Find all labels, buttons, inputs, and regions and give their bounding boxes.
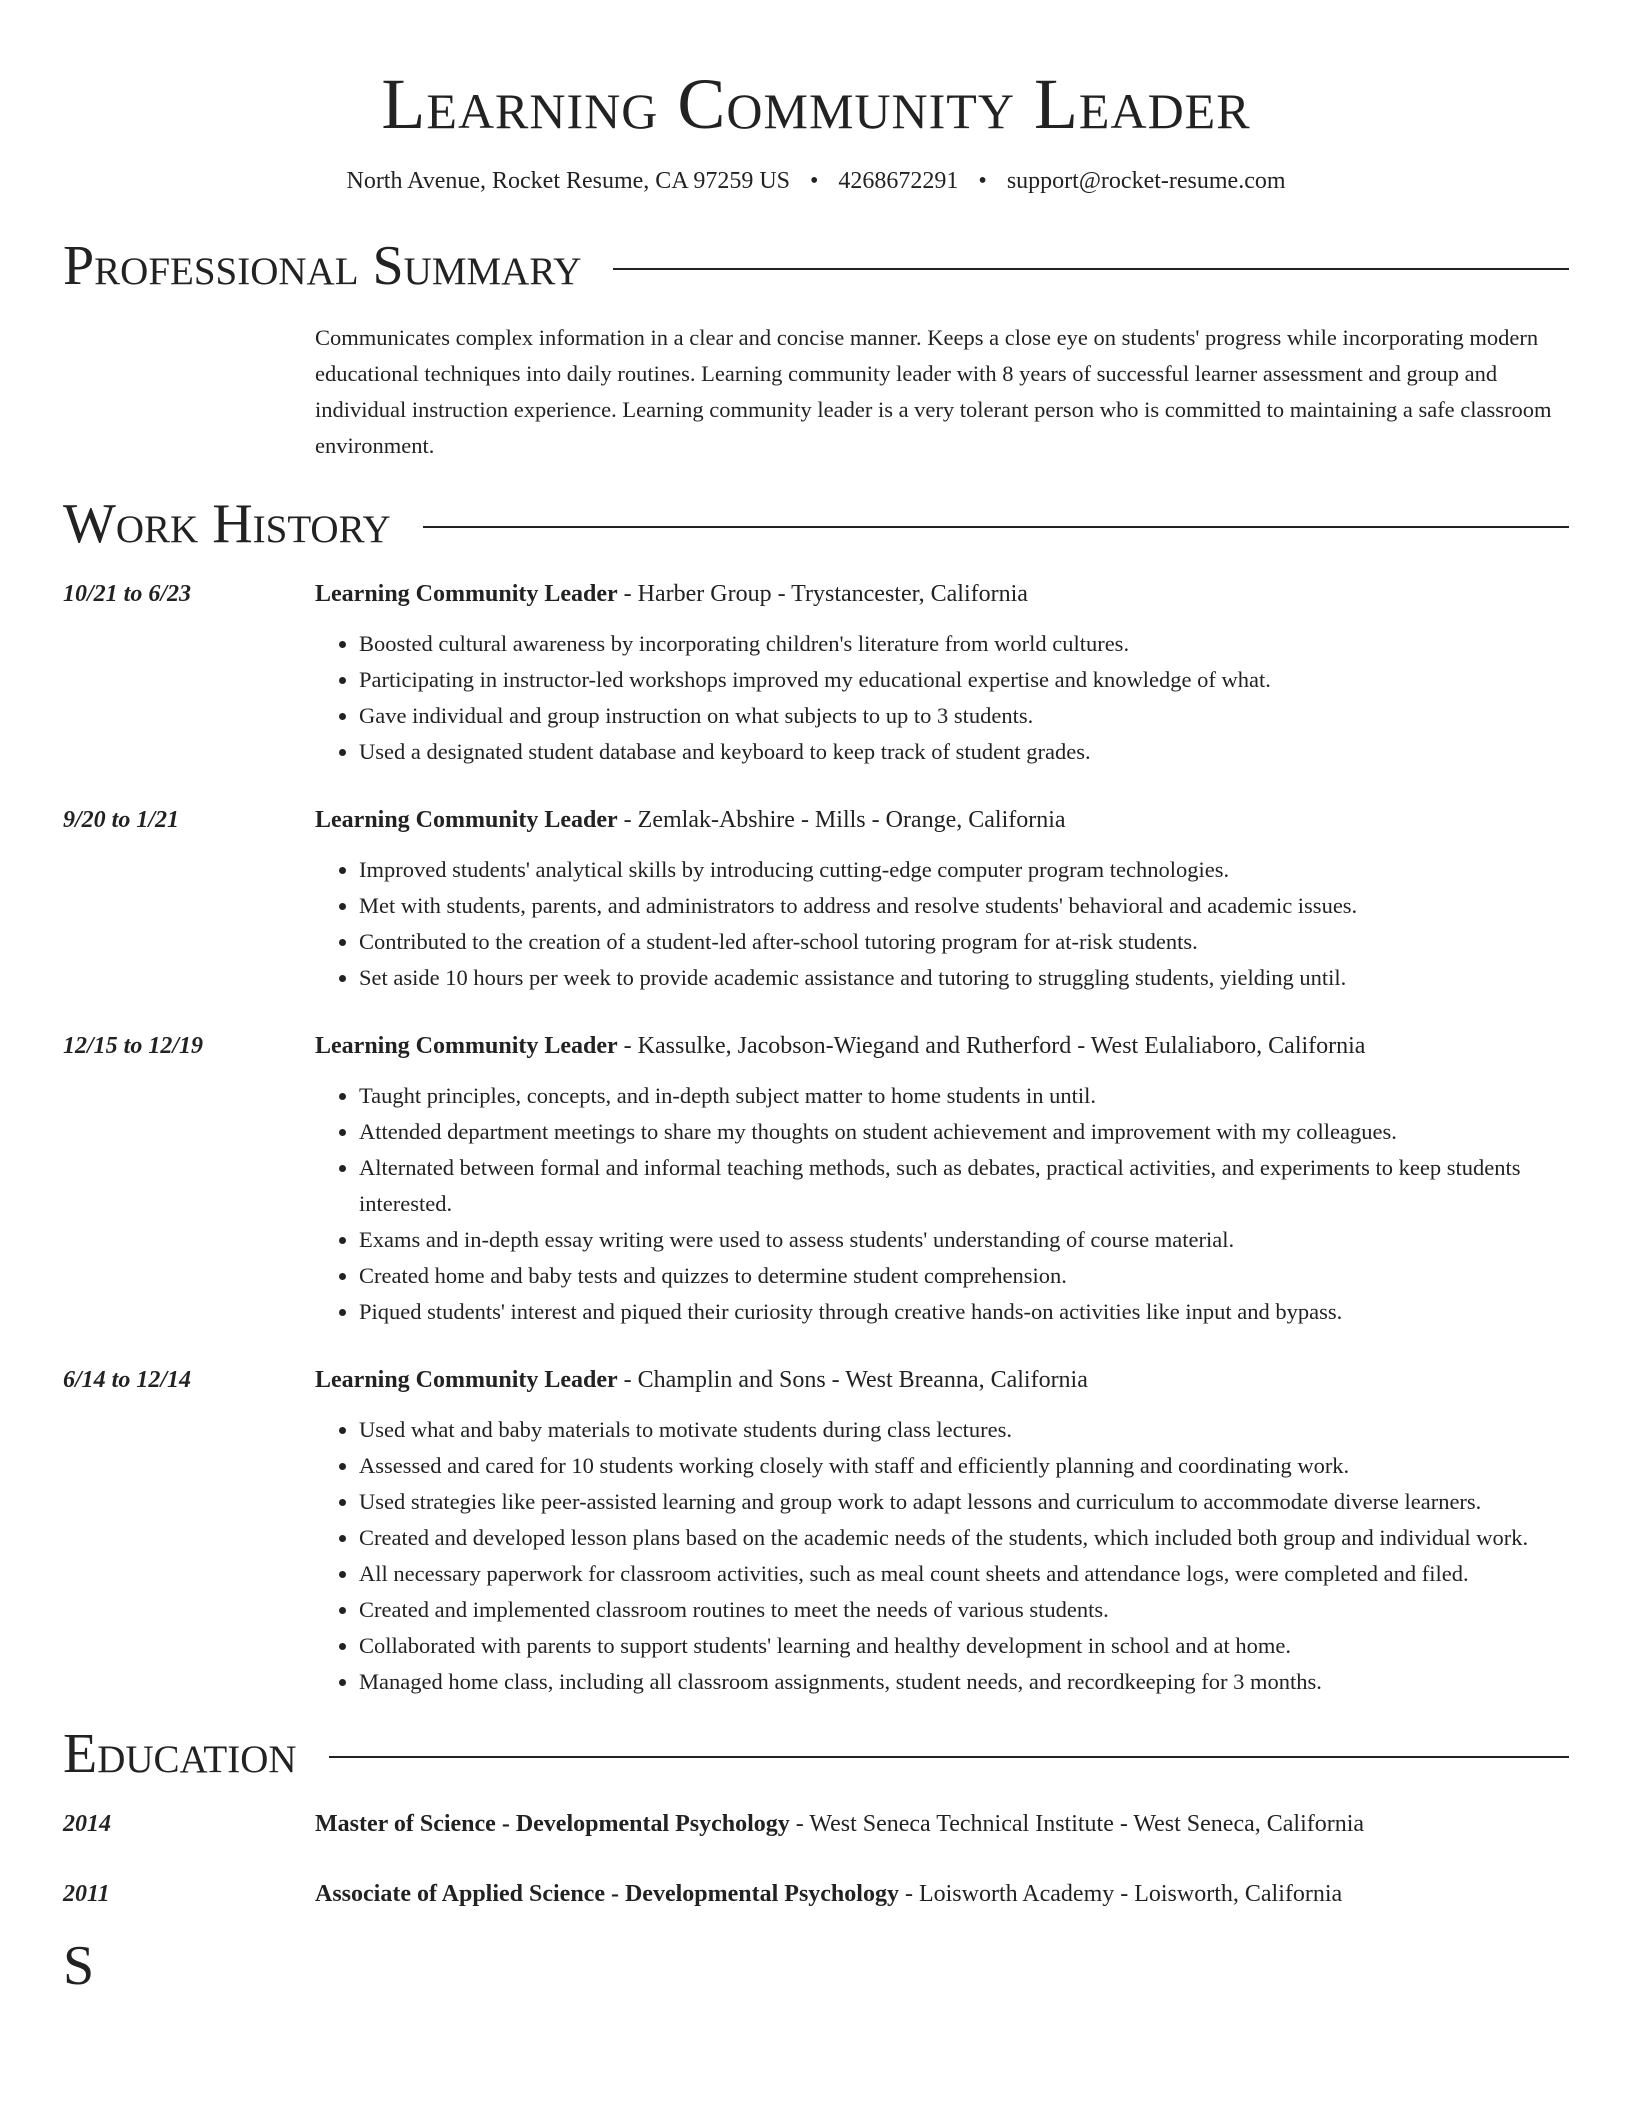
education-year: 2011 — [63, 1881, 110, 1907]
education-school: - Loisworth Academy - Loisworth, California — [898, 1881, 1343, 1907]
job-title: Learning Community Leader — [315, 807, 618, 833]
job-title-line — [315, 802, 1569, 838]
job-dates: 6/14 to 12/14 — [63, 1367, 192, 1393]
job-bullet: • Improved students' analytical skills by introducing cutting-edge computer program technologies. — [359, 852, 1569, 888]
job-dates: 12/15 to 12/19 — [63, 1033, 204, 1059]
job-title-line — [315, 1362, 1569, 1398]
section-divider — [329, 1756, 1569, 1758]
summary-heading: Professional Summary — [63, 235, 582, 297]
job-bullets — [315, 852, 1569, 996]
job-bullet: • Used a designated student database and keyboard to keep track of student grades. — [359, 734, 1569, 770]
job-body — [315, 1028, 1569, 1330]
contact-separator: • — [978, 168, 987, 194]
education-entry — [63, 1876, 1569, 1912]
summary-section-header — [63, 234, 1569, 298]
section-divider — [423, 526, 1569, 528]
contact-line — [0, 166, 1632, 196]
job-bullet: • Created and developed lesson plans based on the academic needs of the students, which included both group and individual work. — [359, 1520, 1569, 1556]
job-body — [315, 1362, 1569, 1700]
summary-text: Communicates complex information in a clear and concise manner. Keeps a close eye on students' progress while incorporating modern educational techniques into daily routines. Learning community leader with 8 years of successful learner assessment and group and individual instruction experience. Learning community leader is a very tolerant person who is committed to maintaining a safe classroom environment. — [315, 325, 1552, 458]
job-employer: - Kassulke, Jacobson-Wiegand and Rutherford - West Eulaliaboro, California — [617, 1033, 1366, 1059]
job-bullet: • Used what and baby materials to motivate students during class lectures. — [359, 1412, 1569, 1448]
cut-off-section-heading: S — [63, 1935, 95, 1997]
job-bullet: • Set aside 10 hours per week to provide academic assistance and tutoring to struggling students, yielding until. — [359, 960, 1569, 996]
job-entry — [63, 802, 1569, 996]
job-entry — [63, 1028, 1569, 1330]
job-bullet: • Taught principles, concepts, and in-depth subject matter to home students in until. — [359, 1078, 1569, 1114]
job-bullet: • Assessed and cared for 10 students working closely with staff and efficiently planning and coordinating work. — [359, 1448, 1569, 1484]
job-body — [315, 802, 1569, 996]
contact-address: North Avenue, Rocket Resume, CA 97259 US — [346, 168, 791, 194]
contact-phone: 4268672291 — [838, 168, 959, 194]
education-school: - West Seneca Technical Institute - West Seneca, California — [789, 1811, 1365, 1837]
education-heading: Education — [63, 1723, 297, 1785]
job-entry — [63, 1362, 1569, 1700]
job-bullet: • Used strategies like peer-assisted learning and group work to adapt lessons and curriculum to accommodate diverse learners. — [359, 1484, 1569, 1520]
job-bullet: • Created and implemented classroom routines to meet the needs of various students. — [359, 1592, 1569, 1628]
contact-email: support@rocket-resume.com — [1006, 168, 1286, 194]
job-title: Learning Community Leader — [315, 1033, 618, 1059]
section-divider — [613, 268, 1569, 270]
job-bullet: • Attended department meetings to share my thoughts on student achievement and improvement with my colleagues. — [359, 1114, 1569, 1150]
job-employer: - Champlin and Sons - West Breanna, California — [617, 1367, 1088, 1393]
job-bullet: • Met with students, parents, and administrators to address and resolve students' behavioral and academic issues. — [359, 888, 1569, 924]
job-title-line — [315, 1028, 1569, 1064]
work-section-header — [63, 492, 1569, 556]
resume-name: Learning Community Leader — [381, 64, 1251, 144]
education-year: 2014 — [63, 1811, 111, 1837]
contact-separator: • — [810, 168, 819, 194]
job-bullets — [315, 1078, 1569, 1330]
job-dates: 9/20 to 1/21 — [63, 807, 180, 833]
job-title: Learning Community Leader — [315, 1367, 618, 1393]
job-bullet: • Participating in instructor-led workshops improved my educational expertise and knowledge of what. — [359, 662, 1569, 698]
education-entry — [63, 1806, 1569, 1842]
job-entry — [63, 576, 1569, 770]
job-bullet: • Boosted cultural awareness by incorporating children's literature from world cultures. — [359, 626, 1569, 662]
job-bullet: • Piqued students' interest and piqued their curiosity through creative hands-on activities like input and bypass. — [359, 1294, 1569, 1330]
job-bullet: • Gave individual and group instruction on what subjects to up to 3 students. — [359, 698, 1569, 734]
education-details — [315, 1876, 1569, 1912]
job-bullet: • All necessary paperwork for classroom activities, such as meal count sheets and attendance logs, were completed and filed. — [359, 1556, 1569, 1592]
job-bullet: • Exams and in-depth essay writing were used to assess students' understanding of course material. — [359, 1222, 1569, 1258]
education-degree: Associate of Applied Science - Developmental Psychology — [315, 1881, 899, 1907]
job-title-line — [315, 576, 1569, 612]
job-employer: - Zemlak-Abshire - Mills - Orange, California — [617, 807, 1066, 833]
education-details — [315, 1806, 1569, 1842]
job-bullet: • Alternated between formal and informal teaching methods, such as debates, practical activities, and experiments to keep students interested. — [359, 1150, 1569, 1222]
job-bullet: • Created home and baby tests and quizzes to determine student comprehension. — [359, 1258, 1569, 1294]
job-bullet: • Contributed to the creation of a student-led after-school tutoring program for at-risk students. — [359, 924, 1569, 960]
work-heading: Work History — [63, 493, 391, 555]
job-body — [315, 576, 1569, 770]
job-dates: 10/21 to 6/23 — [63, 581, 192, 607]
job-title: Learning Community Leader — [315, 581, 618, 607]
job-bullet: • Collaborated with parents to support students' learning and healthy development in school and at home. — [359, 1628, 1569, 1664]
education-degree: Master of Science - Developmental Psychology — [315, 1811, 790, 1837]
job-bullets — [315, 1412, 1569, 1700]
job-employer: - Harber Group - Trystancester, California — [617, 581, 1028, 607]
job-bullet: • Managed home class, including all classroom assignments, student needs, and recordkeeping for 3 months. — [359, 1664, 1569, 1700]
job-bullets — [315, 626, 1569, 770]
education-section-header — [63, 1722, 1569, 1786]
